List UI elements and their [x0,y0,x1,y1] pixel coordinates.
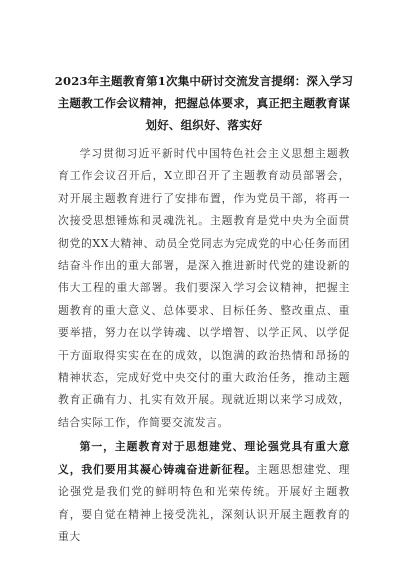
document-title: 2023年主题教育第1次集中研讨交流发言提纲：深入学习主题教工作会议精神，把握总体要求，真正把主题教育谋划好、组织好、落实好 [54,74,354,132]
document-body [58,143,350,548]
paragraph-intro [58,143,350,434]
paragraph-point-one [58,436,350,548]
paragraph-point-one-heading: 第一，主题教育对于思想建党、理论强党具有重大意义，我们要用其凝心铸魂奋进新征程。 [58,440,350,476]
paragraph-point-one-text: 主题思想建党、理论强党是我们党的鲜明特色和光荣传统。开展好主题教育，要自觉在精神上接受洗礼，深刻认识开展主题教育的重大 [58,462,350,543]
paragraph-intro-text: 学习贯彻习近平新时代中国特色社会主义思想主题教育工作会议召开后，X立即召开了主题教育动员部署会，对开展主题教育进行了安排布置，作为党员干部，将再一次接受思想锤炼和灵魂洗礼。主题教育是党中央为全面贯彻党的XX大精神、动员全党同志为完成党的中心任务而团结奋斗作出的重大部署，是深入推进新时代党的建设新的伟大工程的重大部署。我们要深入学习会议精神，把握主题教育的重大意义、总体要求、目标任务、整改重点、重要举措，努力在以学铸魂、以学增智、以学正风、以学促干方面取得实实在在的成效，以饱满的政治热情和昂扬的精神状态，完成好党中央交付的重大政治任务，推动主题教育正确有力、扎实有效开展。现就近期以来学习成效，结合实际工作，作简要交流发言。 [58,147,350,429]
